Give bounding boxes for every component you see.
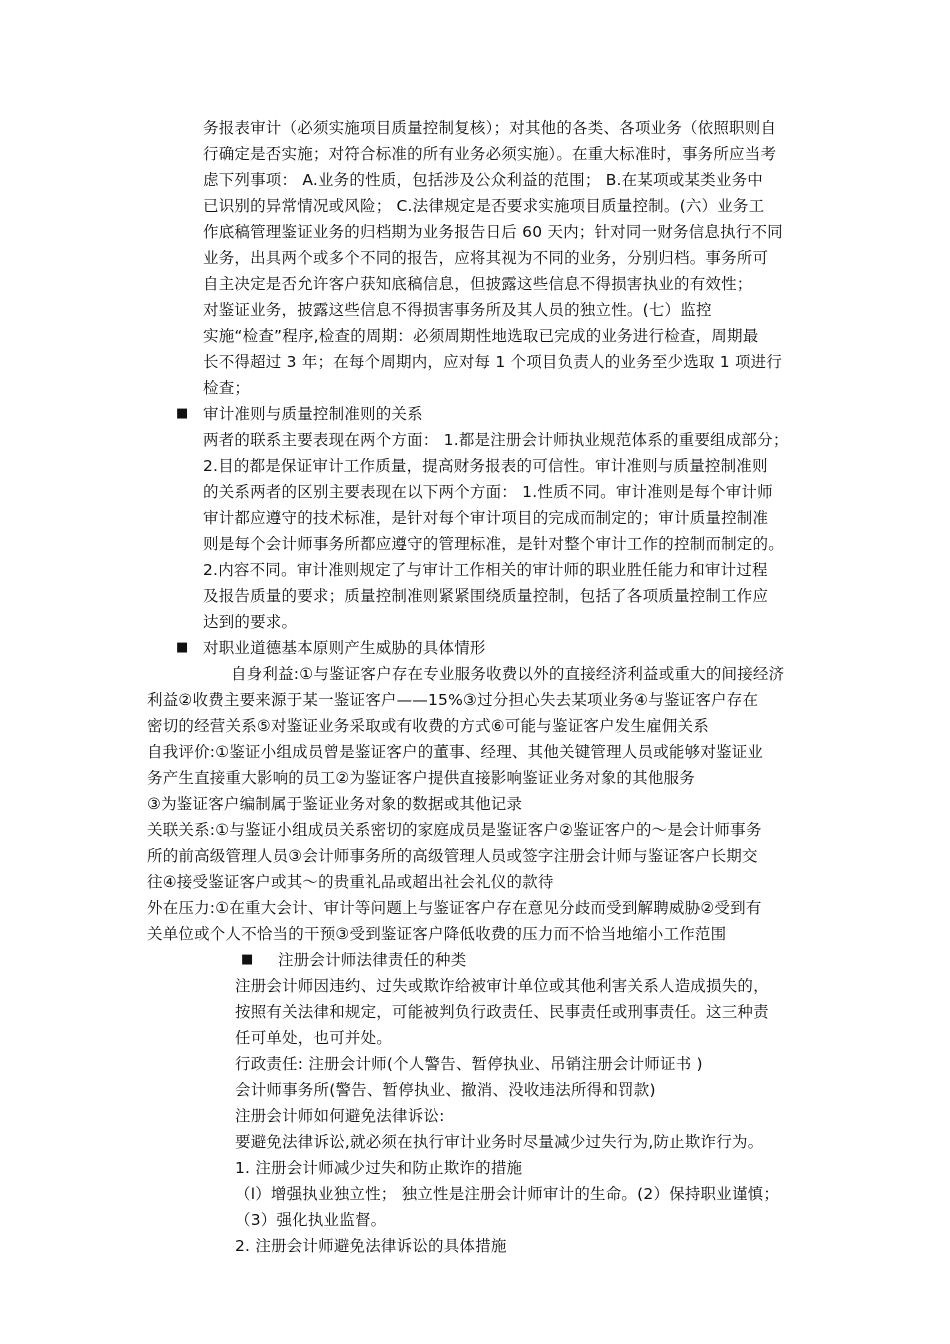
paragraph-line: 及报告质量的要求；质量控制准则紧紧围绕质量控制，包括了各项质量控制工作应 [203, 587, 769, 605]
paragraph-line: 自身利益:①与鉴证客户存在专业服务收费以外的直接经济利益或重大的间接经济 [231, 665, 785, 683]
paragraph-line: 往④接受鉴证客户或其～的贵重礼品或超出社会礼仪的款待 [147, 873, 554, 891]
bullet-square-icon: ■ [241, 952, 254, 967]
paragraph-line: 会计师事务所(警告、暂停执业、撤消、没收违法所得和罚款) [235, 1081, 656, 1099]
numbered-heading: 1. 注册会计师减少过失和防止欺诈的措施 [235, 1159, 523, 1177]
paragraph-line: 作底稿管理鉴证业务的归档期为业务报告日后 60 天内；针对同一财务信息执行不同 [203, 223, 783, 241]
paragraph-line: 2.目的都是保证审计工作质量，提高财务报表的可信性。审计准则与质量控制准则 [203, 457, 768, 475]
paragraph-line: 长不得超过 3 年；在每个周期内，应对每 1 个项目负责人的业务至少选取 1 项进行 [203, 353, 783, 371]
paragraph-line: 业务，出具两个或多个不同的报告，应将其视为不同的业务，分别归档。事务所可 [203, 249, 769, 267]
paragraph-line: 务产生直接重大影响的员工②为鉴证客户提供直接影响鉴证业务对象的其他服务 [147, 769, 695, 787]
paragraph-line: 达到的要求。 [203, 613, 298, 631]
paragraph-line: ③为鉴证客户编制属于鉴证业务对象的数据或其他记录 [147, 795, 523, 813]
paragraph-line: 关单位或个人不恰当的干预③受到鉴证客户降低收费的压力而不恰当地缩小工作范围 [147, 925, 727, 943]
paragraph-line: 外在压力:①在重大会计、审计等问题上与鉴证客户存在意见分歧而受到解聘威胁②受到有 [147, 899, 762, 917]
paragraph-line: 行政责任: 注册会计师(个人警告、暂停执业、吊销注册会计师证书 ) [235, 1055, 703, 1073]
numbered-heading: 2. 注册会计师避免法律诉讼的具体措施 [235, 1237, 507, 1255]
paragraph-line: 务报表审计（必须实施项目质量控制复核）；对其他的各类、各项业务（依照职则自 [203, 119, 777, 137]
paragraph-line: 注册会计师如何避免法律诉讼: [235, 1107, 445, 1125]
paragraph-line: 虑下列事项： A.业务的性质，包括涉及公众利益的范围； B.在某项或某类业务中 [203, 171, 763, 189]
paragraph-line: 检查； [203, 379, 251, 397]
paragraph-line: （l）增强执业独立性； 独立性是注册会计师审计的生命。(2）保持职业谨慎； [235, 1185, 780, 1203]
paragraph-line: 行确定是否实施；对符合标准的所有业务必须实施）。在重大标准时，事务所应当考 [203, 145, 777, 163]
paragraph-line: 关联关系:①与鉴证小组成员关系密切的家庭成员是鉴证客户②鉴证客户的～是会计师事务 [147, 821, 762, 839]
paragraph-line: 所的前高级管理人员③会计师事务所的高级管理人员或签字注册会计师与鉴证客户长期交 [147, 847, 758, 865]
paragraph-line: 实施“检查”程序,检查的周期：必须周期性地选取已完成的业务进行检查，周期最 [203, 327, 759, 345]
paragraph-line: 自主决定是否允许客户获知底稿信息，但披露这些信息不得损害执业的有效性； [203, 275, 753, 293]
bullet-square-icon: ■ [176, 406, 189, 421]
paragraph-line: 已识别的异常情况或风险； C.法律规定是否要求实施项目质量控制。(六）业务工 [203, 197, 765, 215]
paragraph-line: 两者的联系主要表现在两个方面： 1.都是注册会计师执业规范体系的重要组成部分； [203, 431, 789, 449]
paragraph-line: 自我评价:①鉴证小组成员曾是鉴证客户的董事、经理、其他关键管理人员或能够对鉴证业 [147, 743, 764, 761]
paragraph-line: 对鉴证业务，披露这些信息不得损害事务所及其人员的独立性。(七）监控 [203, 301, 712, 319]
section-heading: 注册会计师法律责任的种类 [278, 951, 467, 969]
paragraph-line: 利益②收费主要来源于某一鉴证客户——15%③过分担心失去某项业务④与鉴证客户存在 [147, 691, 759, 709]
section-heading: 审计准则与质量控制准则的关系 [203, 405, 423, 423]
section-heading: 对职业道德基本原则产生威胁的具体情形 [203, 639, 486, 657]
paragraph-line: 则是每个会计师事务所都应遵守的管理标准，是针对整个审计工作的控制而制定的。 [203, 535, 784, 553]
paragraph-line: 审计都应遵守的技术标准，是针对每个审计项目的完成而制定的；审计质量控制准 [203, 509, 769, 527]
paragraph-line: 按照有关法律和规定，可能被判负行政责任、民事责任或刑事责任。这三种责 [235, 1003, 769, 1021]
paragraph-line: 注册会计师因违约、过失或欺诈给被审计单位或其他利害关系人造成损失的， [235, 977, 769, 995]
bullet-square-icon: ■ [176, 640, 189, 655]
paragraph-line: 2.内容不同。审计准则规定了与审计工作相关的审计师的职业胜任能力和审计过程 [203, 561, 768, 579]
paragraph-line: （3）强化执业监督。 [235, 1211, 387, 1229]
paragraph-line: 任可单处，也可并处。 [235, 1029, 393, 1047]
paragraph-line: 的关系两者的区别主要表现在以下两个方面： 1.性质不同。审计准则是每个审计师 [203, 483, 773, 501]
paragraph-line: 要避免法律诉讼,就必须在执行审计业务时尽量减少过失行为,防止欺诈行为。 [235, 1133, 764, 1151]
paragraph-line: 密切的经营关系⑤对鉴证业务采取或有收费的方式⑥可能与鉴证客户发生雇佣关系 [147, 717, 709, 735]
